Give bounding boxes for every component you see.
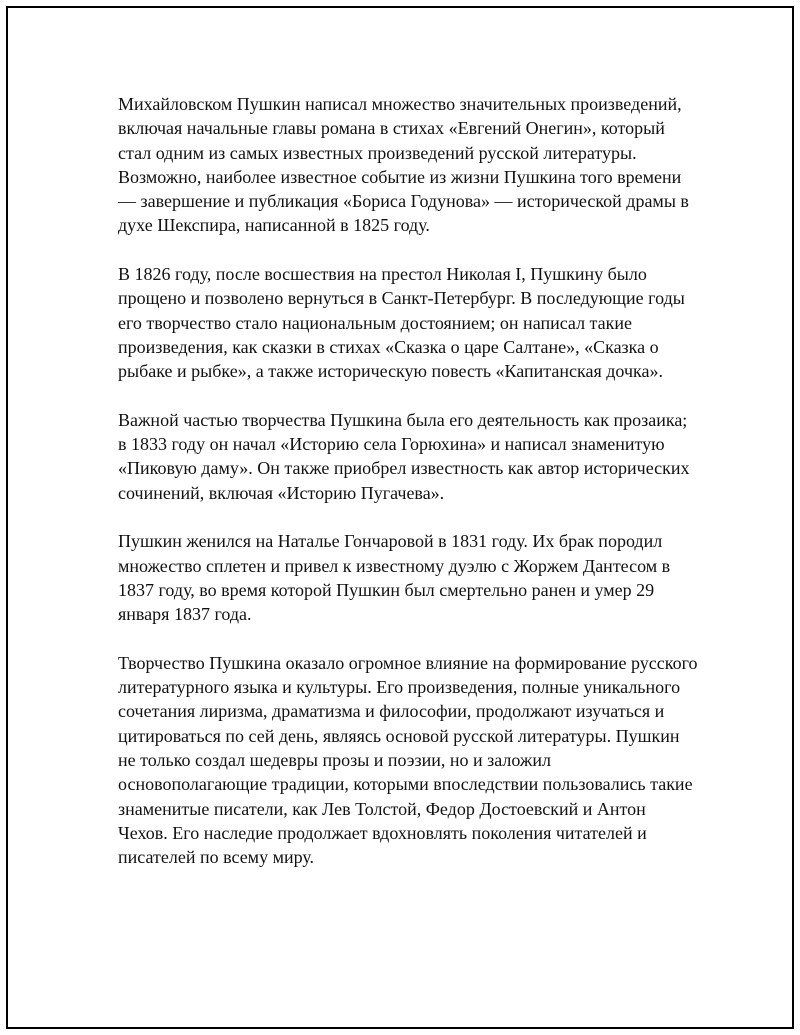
paragraph-return-1826: В 1826 году, после восшествия на престол Николая I, Пушкину было прощено и позволено вернуться в Санкт-Петербург. В последующие годы его творчество стало национальным достоянием; он написал такие произведения, как сказки в стихах «Сказка о царе Салтане», «Сказка о рыбаке и рыбке», а также историческую повесть «Капитанская дочка». <box>118 264 685 382</box>
document-body <box>118 92 698 894</box>
paragraph-legacy: Творчество Пушкина оказало огромное влияние на формирование русского литературного языка и культуры. Его произведения, полные уникального сочетания лиризма, драматизма и философии, продолжают изучаться и цитироваться по сей день, являясь основой русской литературы. Пушкин не только создал шедевры прозы и поэзии, но и заложил основополагающие традиции, которыми впоследствии пользовались такие знаменитые писатели, как Лев Толстой, Федор Достоевский и Антон Чехов. Его наследие продолжает вдохновлять поколения читателей и писателей по всему миру. <box>118 652 698 868</box>
paragraph-marriage-duel: Пушкин женился на Наталье Гончаровой в 1831 году. Их брак породил множество сплетен и привел к известному дуэлю с Жоржем Дантесом в 1837 году, во время которой Пушкин был смертельно ранен и умер 29 января 1837 года. <box>118 531 671 625</box>
paragraph-mikhailovskoe: Михайловском Пушкин написал множество значительных произведений, включая начальные главы романа в стихах «Евгений Онегин», который стал одним из самых известных произведений русской литературы. Возможно, наиболее известное событие из жизни Пушкина того времени — завершение и публикация «Бориса Годунова» — исторической драмы в духе Шекспира, написанной в 1825 году. <box>118 94 689 236</box>
paragraph-prose: Важной частью творчества Пушкина была его деятельность как прозаика; в 1833 году он начал «Историю села Горюхина» и написал знаменитую «Пиковую даму». Он также приобрел известность как автор исторических сочинений, включая «Историю Пугачева». <box>118 409 690 503</box>
